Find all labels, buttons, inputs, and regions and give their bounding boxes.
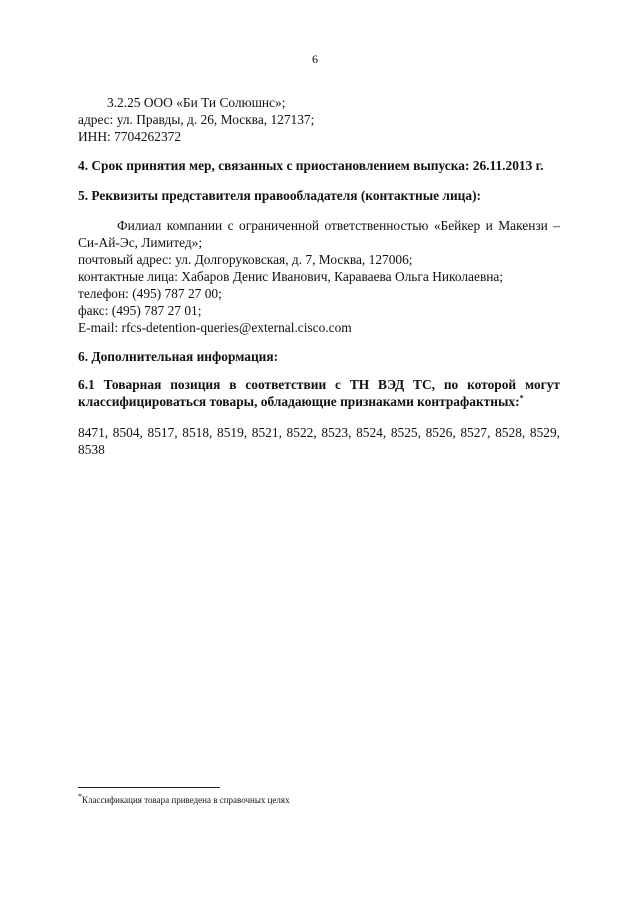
company-address: адрес: ул. Правды, д. 26, Москва, 127137; <box>78 112 315 127</box>
section-4-label: 4. Срок принятия мер, связанных с приостановлением выпуска: <box>78 158 470 173</box>
company-item-title: 3.2.25 ООО «Би Ти Солюшнс»; <box>107 95 286 110</box>
footnote-divider <box>78 787 220 788</box>
commodity-codes-line-1: 8471, 8504, 8517, 8518, 8519, 8521, 8522, 8523, 8524, 8525, 8526, 8527, 8528, 8529, <box>78 425 560 440</box>
representative-line-2: Си-Ай-Эс, Лимитед»; <box>78 235 203 250</box>
subsection-6-1-line-2 <box>78 393 524 410</box>
company-inn: ИНН: 7704262372 <box>78 129 182 144</box>
page-number: 6 <box>312 52 318 66</box>
section-4-line <box>78 157 544 174</box>
footnote-mark: * <box>78 792 82 801</box>
phone-number: телефон: (495) 787 27 00; <box>78 286 222 301</box>
footnote-text: Классификация товара приведена в справочных целях <box>82 795 290 805</box>
representative-line-1: Филиал компании с ограниченной ответственностью «Бейкер и Макензи – <box>117 218 560 233</box>
contact-persons: контактные лица: Хабаров Денис Иванович, Караваева Ольга Николаевна; <box>78 269 504 284</box>
commodity-codes-line-2: 8538 <box>78 442 105 457</box>
subsection-6-1-line-1: 6.1 Товарная позиция в соответствии с ТН ВЭД ТС, по которой могут <box>78 377 560 392</box>
email-address: E-mail: rfcs-detention-queries@external.cisco.com <box>78 320 352 335</box>
postal-address: почтовый адрес: ул. Долгоруковская, д. 7, Москва, 127006; <box>78 252 413 267</box>
fax-number: факс: (495) 787 27 01; <box>78 303 202 318</box>
section-5-title: 5. Реквизиты представителя правообладателя (контактные лица): <box>78 188 481 203</box>
subsection-6-1-text: классифицироваться товары, обладающие признаками контрафактных: <box>78 394 520 409</box>
section-6-title: 6. Дополнительная информация: <box>78 349 279 364</box>
footnote <box>78 792 290 806</box>
section-4-date: 26.11.2013 г. <box>472 158 544 173</box>
footnote-reference: * <box>519 393 524 403</box>
